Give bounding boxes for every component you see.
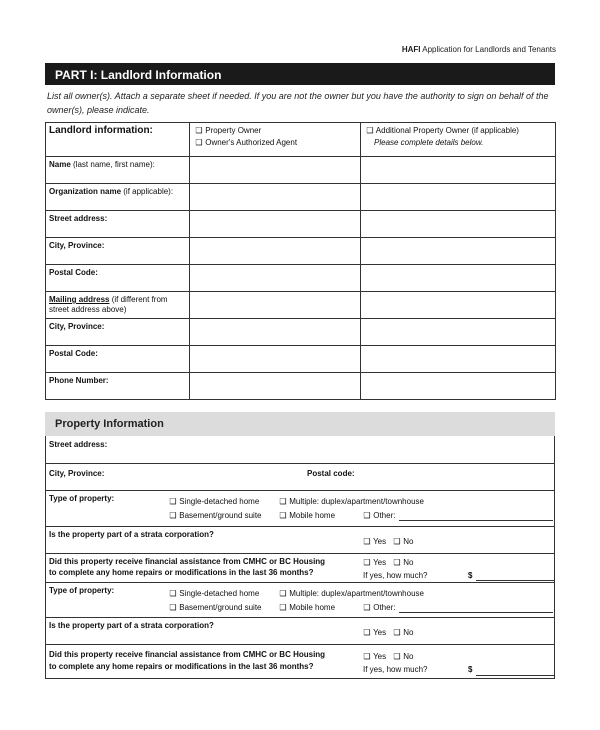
cmhc-yes-option[interactable]: ❑ Yes xyxy=(363,651,387,661)
part1-title-bar: PART I: Landlord Information xyxy=(45,63,555,85)
option-single-detached[interactable]: ❑ Single-detached home xyxy=(169,496,260,506)
option-single-detached[interactable]: ❑ Single-detached home xyxy=(169,588,260,598)
name-hint: (last name, first name): xyxy=(73,160,155,169)
checkbox-icon: ❑ xyxy=(279,496,287,506)
strata-row-2 xyxy=(46,617,555,644)
city-label: City, Province: xyxy=(49,241,105,250)
property-city-postal-field[interactable] xyxy=(46,463,555,490)
mailing-label: Mailing address xyxy=(49,295,110,304)
additional-owner-name-field[interactable] xyxy=(361,157,556,184)
mailing-postal-label: Postal Code: xyxy=(49,349,98,358)
checkbox-icon: ❑ xyxy=(363,627,371,637)
landlord-info-label: Landlord information: xyxy=(49,125,153,136)
owner-org-field[interactable] xyxy=(190,184,361,211)
property-type-cell-1 xyxy=(46,490,555,526)
checkbox-icon: ❑ xyxy=(393,557,401,567)
property-type-row-2 xyxy=(46,582,555,617)
header-brand: HAFI xyxy=(401,45,421,54)
cmhc-question-line1: Did this property receive financial assistance from CMHC or BC Housing xyxy=(49,556,326,566)
property-city-label: City, Province: xyxy=(49,468,105,478)
additional-owner-mailing-field[interactable] xyxy=(361,292,556,319)
owner-mailing-city-field[interactable] xyxy=(190,319,361,346)
strata-row-1 xyxy=(46,526,555,553)
owner-phone-field[interactable] xyxy=(190,373,361,400)
option-multiple[interactable]: ❑ Multiple: duplex/apartment/townhouse xyxy=(279,588,424,598)
landlord-info-table xyxy=(45,122,556,400)
other-input-line[interactable] xyxy=(399,612,553,613)
property-info-title-bar: Property Information xyxy=(45,412,555,436)
checkbox-icon: ❑ xyxy=(279,510,287,520)
landlord-info-label-cell xyxy=(46,123,190,157)
option-authorized-agent[interactable]: ❑ Owner's Authorized Agent xyxy=(195,138,298,147)
checkbox-icon[interactable]: ❑ xyxy=(195,138,203,147)
additional-owner-postal-field[interactable] xyxy=(361,265,556,292)
mailing-hint: (if different from street address above) xyxy=(49,295,168,314)
mailing-city-label: City, Province: xyxy=(49,322,105,331)
additional-owner-street-field[interactable] xyxy=(361,211,556,238)
property-postal-label: Postal code: xyxy=(307,468,355,478)
checkbox-icon: ❑ xyxy=(393,651,401,661)
landlord-type-row xyxy=(46,123,556,157)
cmhc-amount-label: If yes, how much? xyxy=(363,570,428,580)
strata-cell-2 xyxy=(46,617,555,644)
street-row xyxy=(46,211,556,238)
mailing-postal-row xyxy=(46,346,556,373)
name-row xyxy=(46,157,556,184)
checkbox-icon: ❑ xyxy=(363,602,371,612)
strata-question: Is the property part of a strata corporation? xyxy=(49,620,214,630)
checkbox-icon[interactable]: ❑ xyxy=(195,126,203,135)
postal-label-cell xyxy=(46,265,190,292)
other-input-line[interactable] xyxy=(399,520,553,521)
mailing-postal-label-cell xyxy=(46,346,190,373)
cmhc-question-line2: to complete any home repairs or modifications in the last 36 months? xyxy=(49,661,314,671)
checkbox-icon: ❑ xyxy=(363,651,371,661)
name-label-cell xyxy=(46,157,190,184)
strata-question: Is the property part of a strata corporation? xyxy=(49,529,214,539)
dollar-sign: $ xyxy=(468,570,473,580)
owner-street-field[interactable] xyxy=(190,211,361,238)
cmhc-cell-2 xyxy=(46,644,555,678)
property-type-row-1 xyxy=(46,490,555,526)
mailing-label-cell xyxy=(46,292,190,319)
strata-no-option[interactable]: ❑ No xyxy=(393,536,414,546)
option-additional-owner[interactable]: ❑ Additional Property Owner (if applicable) xyxy=(366,126,519,135)
part1-intro-text: List all owner(s). Attach a separate sheet if needed. If you are not the owner but you have the authority to sign on behalf of the owner(s), please indicate. xyxy=(47,91,549,115)
phone-label: Phone Number: xyxy=(49,376,109,385)
phone-row xyxy=(46,373,556,400)
property-street-label: Street address: xyxy=(49,440,108,449)
additional-owner-cell xyxy=(361,123,556,157)
name-label: Name xyxy=(49,160,71,169)
additional-owner-org-field[interactable] xyxy=(361,184,556,211)
strata-cell-1 xyxy=(46,526,555,553)
cmhc-cell-1 xyxy=(46,553,555,582)
owner-mailing-postal-field[interactable] xyxy=(190,346,361,373)
strata-no-option[interactable]: ❑ No xyxy=(393,627,414,637)
cmhc-amount-line[interactable] xyxy=(476,580,554,581)
org-label-cell xyxy=(46,184,190,211)
additional-owner-mailing-city-field[interactable] xyxy=(361,319,556,346)
option-other[interactable]: ❑ Other: xyxy=(363,602,396,612)
checkbox-icon: ❑ xyxy=(169,510,177,520)
checkbox-icon[interactable]: ❑ xyxy=(366,126,374,135)
cmhc-amount-line[interactable] xyxy=(476,675,554,676)
owner-options-cell xyxy=(190,123,361,157)
city-label-cell xyxy=(46,238,190,265)
additional-owner-city-field[interactable] xyxy=(361,238,556,265)
option-basement-suite[interactable]: ❑ Basement/ground suite xyxy=(169,510,262,520)
checkbox-icon: ❑ xyxy=(169,588,177,598)
dollar-sign: $ xyxy=(468,664,473,674)
cmhc-no-option[interactable]: ❑ No xyxy=(393,557,414,567)
org-hint: (if applicable): xyxy=(123,187,174,196)
additional-owner-note: Please complete details below. xyxy=(374,138,484,147)
postal-label: Postal Code: xyxy=(49,268,98,277)
checkbox-icon: ❑ xyxy=(169,602,177,612)
checkbox-icon: ❑ xyxy=(363,536,371,546)
property-city-row xyxy=(46,463,555,490)
additional-owner-mailing-postal-field[interactable] xyxy=(361,346,556,373)
cmhc-yes-option[interactable]: ❑ Yes xyxy=(363,557,387,567)
document-header xyxy=(402,45,556,54)
option-basement-suite[interactable]: ❑ Basement/ground suite xyxy=(169,602,262,612)
cmhc-question-line1: Did this property receive financial assistance from CMHC or BC Housing xyxy=(49,649,326,659)
checkbox-icon: ❑ xyxy=(363,557,371,567)
strata-yes-option[interactable]: ❑ Yes xyxy=(363,627,387,637)
owner-name-field[interactable] xyxy=(190,157,361,184)
checkbox-icon: ❑ xyxy=(363,510,371,520)
cmhc-amount-label: If yes, how much? xyxy=(363,664,428,674)
option-multiple[interactable]: ❑ Multiple: duplex/apartment/townhouse xyxy=(279,496,424,506)
option-other[interactable]: ❑ Other: xyxy=(363,510,396,520)
checkbox-icon: ❑ xyxy=(393,627,401,637)
mailing-city-label-cell xyxy=(46,319,190,346)
cmhc-question-line2: to complete any home repairs or modifications in the last 36 months? xyxy=(49,567,314,577)
property-street-field[interactable] xyxy=(46,436,555,463)
mailing-row xyxy=(46,292,556,319)
owner-mailing-field[interactable] xyxy=(190,292,361,319)
header-title: Application for Landlords and Tenants xyxy=(422,45,556,54)
city-row xyxy=(46,238,556,265)
strata-yes-option[interactable]: ❑ Yes xyxy=(363,536,387,546)
checkbox-icon: ❑ xyxy=(393,536,401,546)
property-type-cell-2 xyxy=(46,582,555,617)
additional-owner-phone-field[interactable] xyxy=(361,373,556,400)
property-info-table xyxy=(45,436,555,679)
cmhc-row-1 xyxy=(46,553,555,582)
owner-postal-field[interactable] xyxy=(190,265,361,292)
cmhc-row-2 xyxy=(46,644,555,678)
organization-row xyxy=(46,184,556,211)
cmhc-no-option[interactable]: ❑ No xyxy=(393,651,414,661)
property-type-label: Type of property: xyxy=(49,585,115,595)
street-label: Street address: xyxy=(49,214,108,223)
checkbox-icon: ❑ xyxy=(279,588,287,598)
option-mobile-home[interactable]: ❑ Mobile home xyxy=(279,602,336,612)
option-mobile-home[interactable]: ❑ Mobile home xyxy=(279,510,336,520)
phone-label-cell xyxy=(46,373,190,400)
checkbox-icon: ❑ xyxy=(169,496,177,506)
property-street-row xyxy=(46,436,555,463)
postal-row xyxy=(46,265,556,292)
street-label-cell xyxy=(46,211,190,238)
checkbox-icon: ❑ xyxy=(279,602,287,612)
property-type-label: Type of property: xyxy=(49,493,115,503)
mailing-city-row xyxy=(46,319,556,346)
option-property-owner[interactable]: ❑ Property Owner xyxy=(195,126,262,135)
owner-city-field[interactable] xyxy=(190,238,361,265)
org-label: Organization name xyxy=(49,187,122,196)
